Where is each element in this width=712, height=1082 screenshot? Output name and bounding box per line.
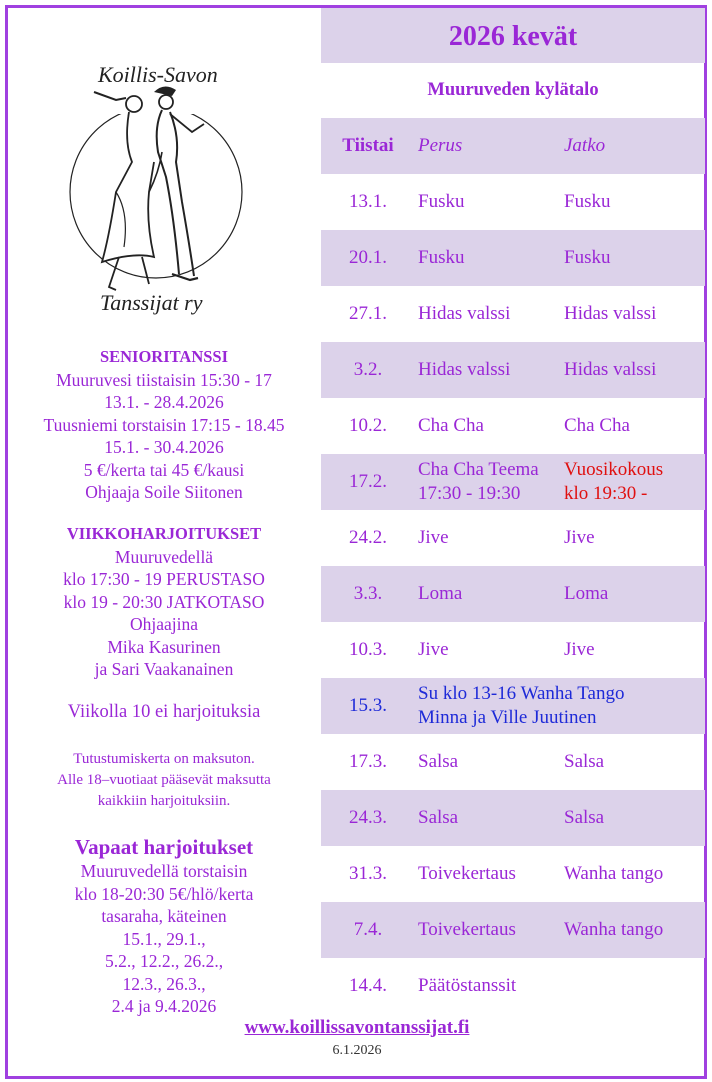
special-event-line: Minna ja Ville Juutinen bbox=[418, 707, 597, 728]
row-date: 7.4. bbox=[353, 919, 383, 940]
logo-top-text: Koillis-Savon bbox=[98, 62, 218, 87]
senior-line: 13.1. - 28.4.2026 bbox=[104, 392, 224, 412]
row-basic: Fusku bbox=[418, 191, 465, 212]
row-date: 31.3. bbox=[349, 863, 387, 884]
weekly-line: ja Sari Vaakanainen bbox=[94, 659, 234, 679]
row-basic: Fusku bbox=[418, 247, 465, 268]
row-basic-line: 17:30 - 19:30 bbox=[418, 483, 521, 504]
row-advanced: Hidas valssi bbox=[564, 303, 657, 324]
free-practice-line: 5.2., 12.2., 26.2., bbox=[104, 951, 224, 971]
special-event bbox=[418, 682, 624, 730]
table-row bbox=[321, 454, 705, 510]
row-advanced bbox=[564, 458, 663, 506]
row-basic: Päätöstanssit bbox=[418, 975, 517, 996]
row-advanced: Salsa bbox=[564, 751, 605, 772]
row-date: 24.2. bbox=[349, 527, 387, 548]
senior-line: 5 €/kerta tai 45 €/kausi bbox=[83, 459, 245, 480]
annual-meeting-line: klo 19:30 - bbox=[564, 483, 648, 504]
row-basic: Hidas valssi bbox=[418, 359, 511, 380]
club-logo bbox=[54, 52, 254, 332]
table-row bbox=[321, 678, 705, 734]
schedule-title: 2026 kevät bbox=[321, 8, 705, 63]
intro-line: Tutustumiskerta on maksuton. bbox=[73, 751, 255, 767]
free-practice-line: Muuruvedellä torstaisin bbox=[80, 861, 248, 881]
row-date: 3.2. bbox=[353, 359, 383, 380]
table-row bbox=[321, 342, 705, 398]
row-basic: Hidas valssi bbox=[418, 303, 511, 324]
row-advanced: Cha Cha bbox=[564, 415, 630, 436]
table-row bbox=[321, 566, 705, 622]
table-row bbox=[321, 230, 705, 286]
intro-section bbox=[8, 749, 320, 812]
row-basic: Salsa bbox=[418, 807, 459, 828]
table-row bbox=[321, 846, 705, 902]
weekly-heading: VIIKKOHARJOITUKSET bbox=[66, 524, 262, 543]
annual-meeting-line: Vuosikokous bbox=[564, 459, 664, 480]
week-note-text: Viikolla 10 ei harjoituksia bbox=[67, 702, 261, 722]
weekly-line: Ohjaajina bbox=[129, 614, 199, 634]
free-practice-line: klo 18-20:30 5€/hlö/kerta bbox=[74, 883, 254, 904]
row-advanced: Loma bbox=[564, 583, 609, 604]
intro-line: kaikkiin harjoituksiin. bbox=[97, 793, 231, 809]
row-basic: Toivekertaus bbox=[418, 863, 516, 884]
row-date: 13.1. bbox=[349, 191, 387, 212]
row-date: 14.4. bbox=[349, 975, 387, 996]
row-basic bbox=[418, 458, 539, 506]
row-advanced: Hidas valssi bbox=[564, 359, 657, 380]
free-practice-line: 15.1., 29.1., bbox=[122, 928, 206, 949]
special-event-line: Su klo 13-16 Wanha Tango bbox=[418, 683, 625, 704]
row-basic-line: Cha Cha Teema bbox=[418, 459, 539, 480]
row-date: 15.3. bbox=[349, 695, 387, 716]
schedule-table bbox=[321, 8, 705, 1014]
weekly-line: Mika Kasurinen bbox=[107, 636, 221, 657]
table-row bbox=[321, 174, 705, 230]
table-row bbox=[321, 510, 705, 566]
row-basic: Jive bbox=[418, 527, 449, 548]
venue-name: Muuruveden kylätalo bbox=[427, 80, 599, 100]
row-date: 17.3. bbox=[349, 751, 387, 772]
logo-bottom-text: Tanssijat ry bbox=[100, 290, 203, 315]
table-row bbox=[321, 622, 705, 678]
free-practice-line: 12.3., 26.3., bbox=[122, 973, 206, 994]
row-advanced: Jive bbox=[564, 639, 595, 660]
free-practice-section bbox=[8, 834, 320, 1018]
row-date: 10.3. bbox=[349, 639, 387, 660]
senior-line: Ohjaaja Soile Siitonen bbox=[85, 482, 243, 502]
row-advanced: Fusku bbox=[564, 247, 611, 268]
row-basic: Cha Cha bbox=[418, 415, 484, 436]
senior-heading: SENIORITANSSI bbox=[99, 347, 229, 366]
row-date: 17.2. bbox=[349, 471, 387, 492]
weekly-line: klo 19 - 20:30 JATKOTASO bbox=[63, 591, 265, 612]
row-advanced: Wanha tango bbox=[564, 919, 664, 940]
row-advanced: Wanha tango bbox=[564, 863, 664, 884]
row-advanced: Fusku bbox=[564, 191, 611, 212]
free-practice-line: tasaraha, käteinen bbox=[101, 906, 227, 926]
senior-section bbox=[8, 346, 320, 504]
header-day: Tiistai bbox=[342, 135, 394, 156]
weekly-line: klo 17:30 - 19 PERUSTASO bbox=[63, 569, 265, 589]
row-date: 27.1. bbox=[349, 303, 387, 324]
row-basic: Jive bbox=[418, 639, 449, 660]
row-basic: Toivekertaus bbox=[418, 919, 516, 940]
row-advanced: Jive bbox=[564, 527, 595, 548]
weekly-line: Muuruvedellä bbox=[114, 546, 214, 567]
row-date: 10.2. bbox=[349, 415, 387, 436]
week-note bbox=[8, 700, 320, 724]
table-row bbox=[321, 902, 705, 958]
intro-line: Alle 18–vuotiaat pääsevät maksutta bbox=[57, 772, 271, 788]
footer-date: 6.1.2026 bbox=[332, 1043, 382, 1058]
row-date: 3.3. bbox=[353, 583, 383, 604]
free-practice-heading: Vapaat harjoitukset bbox=[74, 835, 254, 859]
table-header-row bbox=[321, 118, 705, 174]
senior-line: Muuruvesi tiistaisin 15:30 - 17 bbox=[56, 369, 272, 390]
row-date: 24.3. bbox=[349, 807, 387, 828]
website-link[interactable]: www.koillissavontanssijat.fi bbox=[244, 1017, 470, 1038]
table-row bbox=[321, 958, 705, 1014]
row-advanced: Salsa bbox=[564, 807, 605, 828]
header-basic: Perus bbox=[418, 135, 463, 156]
row-date: 20.1. bbox=[349, 247, 387, 268]
table-row bbox=[321, 398, 705, 454]
row-basic: Salsa bbox=[418, 751, 459, 772]
table-row bbox=[321, 790, 705, 846]
row-basic: Loma bbox=[418, 583, 463, 604]
senior-line: 15.1. - 30.4.2026 bbox=[104, 437, 224, 457]
table-row bbox=[321, 734, 705, 790]
table-row bbox=[321, 286, 705, 342]
weekly-section bbox=[8, 523, 320, 681]
free-practice-line: 2.4 ja 9.4.2026 bbox=[111, 996, 217, 1016]
senior-line: Tuusniemi torstaisin 17:15 - 18.45 bbox=[43, 414, 285, 435]
header-advanced: Jatko bbox=[564, 135, 606, 156]
